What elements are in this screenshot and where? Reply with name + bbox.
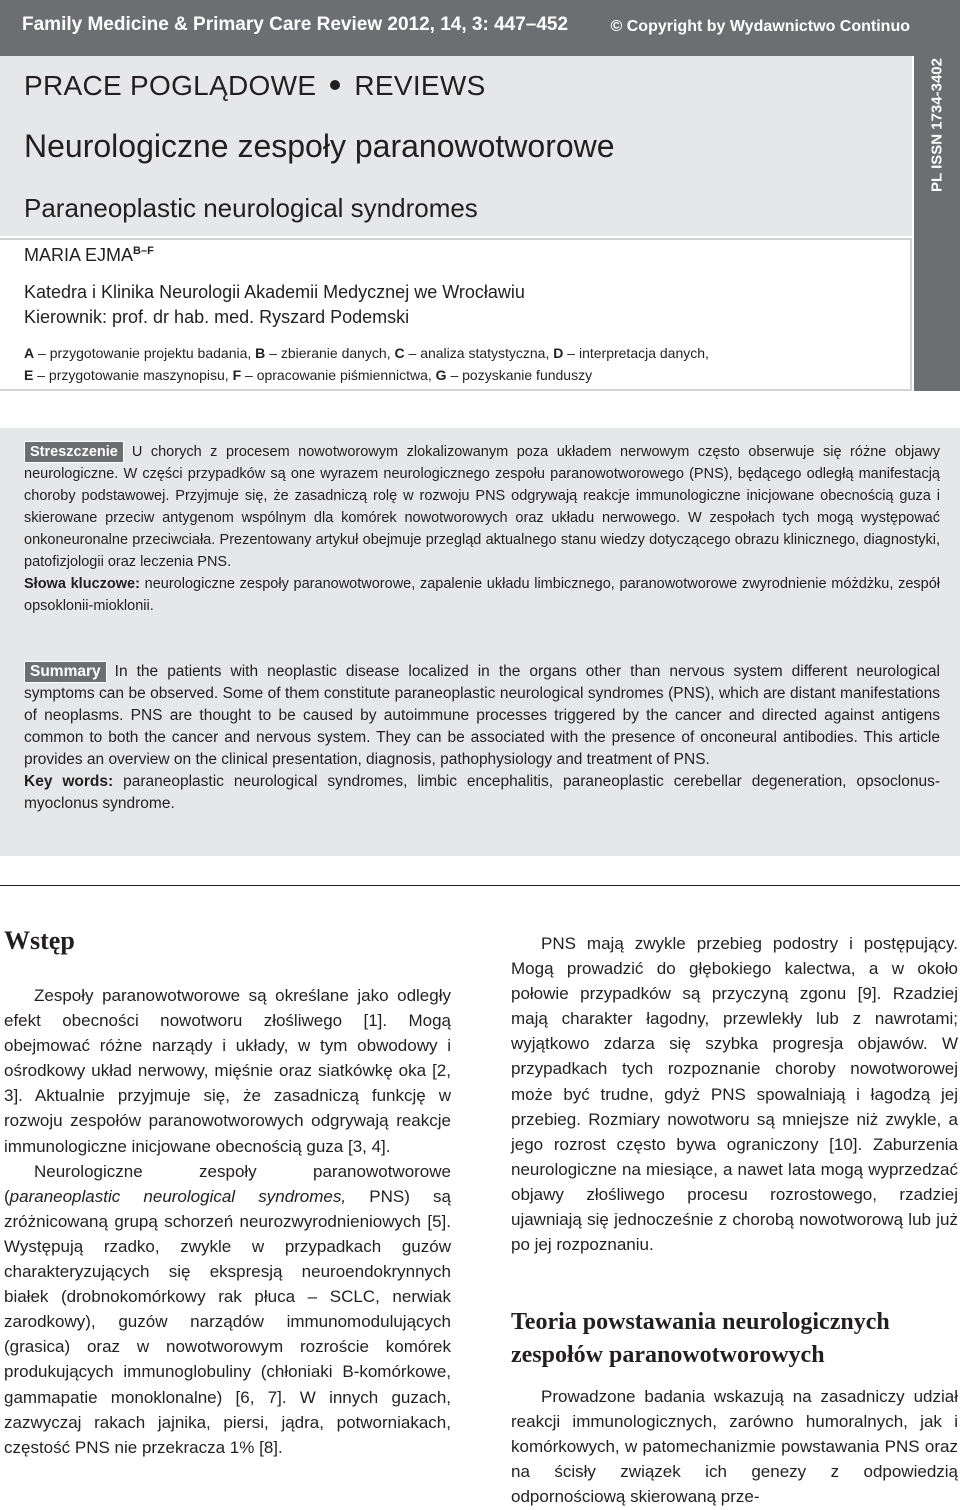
left-column bbox=[4, 983, 451, 1460]
article-title-en: Paraneoplastic neurological syndromes bbox=[24, 193, 478, 223]
author-contributions bbox=[24, 342, 904, 386]
divider bbox=[0, 885, 960, 886]
author-name bbox=[24, 245, 154, 266]
contrib-letter: F bbox=[232, 367, 242, 383]
section-label-en: REVIEWS bbox=[354, 70, 486, 101]
abstract-en bbox=[24, 661, 940, 815]
intro-text: Neurologiczne zespoły paranowotworowe ( bbox=[4, 1161, 451, 1206]
copyright-notice: © Copyright by Wydawnictwo Continuo bbox=[610, 18, 910, 35]
intro-paragraph bbox=[4, 1159, 451, 1460]
keywords-en: paraneoplastic neurological syndromes, limbic encephalitis, paraneoplastic cerebellar degeneration, opsoclonus-myoclonus syndrome. bbox=[24, 773, 940, 812]
contrib-letter: B bbox=[255, 345, 266, 361]
contrib-letter: A bbox=[24, 345, 35, 361]
contrib-letter: G bbox=[435, 367, 447, 383]
contrib-text: – pozyskanie funduszy bbox=[446, 367, 593, 383]
abstract-pl-text: U chorych z procesem nowotworowym zlokalizowanym poza układem nerwowym często obserwuje się różne objawy neurologiczne. W części przypadków są one wyrazem neurologicznego zespołu paranowotworowego (PNS), będącego odległą manifestacją choroby podstawowej. Przyjmuje się, że zasadniczą rolę w rozwoju PNS odgrywają reakcje immunologiczne inicjowane obecnością guza i skierowane przeciw antygenom wspólnym dla komórek nowotworowych oraz układu nerwowego. W zespołach tych mogą występować onkoneuronalne przeciwciała. Prezentowany artykuł obejmuje przegląd aktualnego stanu wiedzy dotyczącego obrazu klinicznego, diagnostyki, patofizjologii oraz leczenia PNS. bbox=[24, 444, 940, 570]
keywords-pl-label: Słowa kluczowe: bbox=[24, 576, 140, 592]
contrib-text: – interpretacja danych, bbox=[563, 345, 709, 361]
contrib-letter: C bbox=[394, 345, 405, 361]
contrib-letter: E bbox=[24, 367, 34, 383]
article-title-pl: Neurologiczne zespoły paranowotworowe bbox=[24, 128, 615, 164]
theory-heading: Teoria powstawania neurologicznych zespołów paranowotworowych bbox=[511, 1309, 890, 1368]
affiliation-head: Kierownik: prof. dr hab. med. Ryszard Podemski bbox=[24, 307, 410, 327]
affiliation-dept: Katedra i Klinika Neurologii Akademii Medycznej we Wrocławiu bbox=[24, 282, 525, 302]
abstract-en-label: Summary bbox=[24, 661, 107, 683]
body-paragraph: PNS mają zwykle przebieg podostry i postępujący. Mogą prowadzić do głębokiego kalectwa, a w około połowie przypadków są przyczyną zgonu [9]. Rzadziej mają charakter łagodny, przewlekły lub z nawrotami; wyjątkowo zdarza się szybka progresja objawów. W przypadkach tych rozpoznanie choroby nowotworowej może być trudne, gdyż PNS spowalniają i łagodzą jej przebieg. Rozmiary nowotworu są mniejsze niż zwykle, a jego rozrost często bywa ograniczony [10]. Zaburzenia neurologiczne na miesiące, a nawet lata mogą wyprzedzać objawy złośliwego procesu rozrostowego, rzadziej ujawniają się jednocześnie z chorobą nowotworową lub już po jej rozpoznaniu. bbox=[511, 934, 958, 1255]
bullet-icon bbox=[330, 80, 340, 90]
contrib-text: – zbieranie danych, bbox=[265, 345, 395, 361]
keywords-pl: neurologiczne zespoły paranowotworowe, zapalenie układu limbicznego, paranowotworowe zwyrodnienie móżdżku, zespół opsoklonii-mioklonii. bbox=[24, 576, 940, 614]
section-label-pl: PRACE POGLĄDOWE bbox=[24, 70, 317, 101]
right-column bbox=[511, 931, 958, 1257]
journal-header-bar bbox=[0, 0, 960, 56]
intro-text: PNS) są zróżnicowaną grupą schorzeń neurozwyrodnieniowych [5]. Występują rzadko, zwykle w przypadkach guzów charakteryzujących się ekspresją neuroendokrynnych białek (drobnokomórkowy rak płuca – SCLC, nerwiak zarodkowy), guzów narządów immunomodulujących (grasica) oraz w nowotworowym rozroście komórek produkujących immunoglobuliny (chłoniaki B-komórkowe, gammapatie monoklonalne) [6, 7]. W innych guzach, zazwyczaj rakach jajnika, piersi, jądra, potworniakach, częstość PNS nie przekracza 1% [8]. bbox=[4, 1186, 451, 1457]
section-label bbox=[24, 70, 486, 102]
author-roles: B–F bbox=[133, 245, 154, 257]
body-paragraph: Prowadzone badania wskazują na zasadniczy udział reakcji immunologicznych, zarówno humoralnych, jak i komórkowych, w patomechanizmie powstawania PNS oraz na ścisły związek ich genezy z odpowiedzią odpornościową skierowaną prze- bbox=[511, 1387, 958, 1507]
right-column-continued bbox=[511, 1384, 958, 1509]
abstract-pl-label: Streszczenie bbox=[24, 441, 124, 463]
affiliation bbox=[24, 280, 525, 330]
contrib-text: – opracowanie piśmiennictwa, bbox=[241, 367, 436, 383]
intro-heading: Wstęp bbox=[4, 926, 75, 955]
contrib-letter: D bbox=[553, 345, 564, 361]
intro-italic-term: paraneoplastic neurological syndromes, bbox=[9, 1186, 347, 1206]
contrib-text: – przygotowanie projektu badania, bbox=[34, 345, 256, 361]
contrib-text: – analiza statystyczna, bbox=[404, 345, 554, 361]
abstract-pl bbox=[24, 441, 940, 617]
issn-label: PL ISSN 1734-3402 bbox=[928, 58, 946, 192]
abstract-en-text: In the patients with neoplastic disease localized in the organs other than nervous system different neurological symptoms can be observed. Some of them constitute paraneoplastic neurological syndromes (PNS), which are distant manifestations of neoplasms. PNS are thought to be caused by autoimmune processes triggered by the cancer and directed against antigens common to both the cancer and nervous system. They can be associated with the presence of onconeural antibodies. This article provides an overview on the clinical presentation, diagnosis, pathophysiology and treatment of PNS. bbox=[24, 663, 940, 768]
keywords-en-label: Key words: bbox=[24, 773, 114, 790]
journal-citation: Family Medicine & Primary Care Review 2012, 14, 3: 447–452 bbox=[22, 14, 569, 35]
intro-paragraph: Zespoły paranowotworowe są określane jako odległy efekt obecności nowotworu złośliwego [1]. Mogą obejmować różne narządy i układy, w tym obwodowy i ośrodkowy układ nerwowy, mięśnie oraz siatkówkę oka [2, 3]. Aktualnie przyjmuje się, że zasadniczą funkcję w rozwoju zespołów paranowotworowych odgrywają reakcje immunologiczne inicjowane obecnością guza [3, 4]. bbox=[4, 986, 451, 1156]
contrib-text: – przygotowanie maszynopisu, bbox=[33, 367, 233, 383]
author-name-text: MARIA EJMA bbox=[24, 245, 134, 265]
